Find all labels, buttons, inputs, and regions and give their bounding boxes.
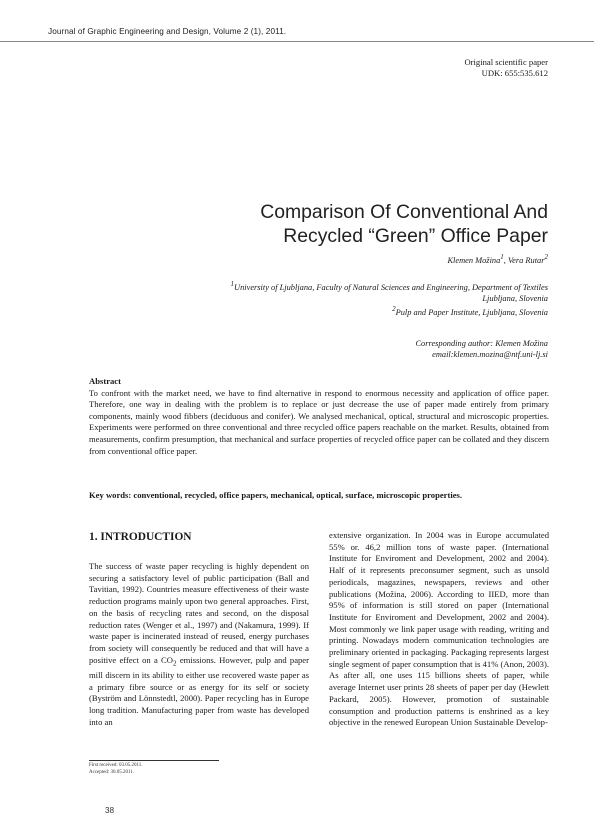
corresponding-author-email: email:klemen.mozina@ntf.uni-lj.si [432, 350, 548, 360]
abstract-text: To confront with the market need, we have to find alternative in respond to enormous necessity and application of office paper. Therefore, one way in dealing with the problem is to replace or just decrease the use of paper made entirely from primary components, mainly wood fibbers (deciduous and conifer). We analysed mechanical, optical, structural and microscopic properties. Experiments were performed on three conventional and three recycled office papers reachable on the market. Results, obtained from measurements, confirm presumption, that mechanical and surface properties of recycled office paper can be collated and they discern from conventional office paper. [89, 387, 549, 456]
body-column-right [329, 530, 549, 729]
received-dates [89, 760, 219, 776]
intro-text-part-1: The success of waste paper recycling is highly dependent on securing a satisfactory level of public participation (Ball and Tavitian, 1992). Countries measure effectiveness of their waste reduction programs mainly upon two general approaches. First, on the basis of recycling rates and second, on the disposal reduction rates (Wenger et al., 1997) and (Nakamura, 1999). If waste paper is incinerated instead of reused, energy purchases from society will consequently be reduced and that will have a positive effect on a CO [89, 561, 309, 665]
intro-text-part-2: emissions. However, pulp and paper mill discern in its ability to either use recovered waste paper as a primary fibre source or as energy for its self or society (Byström and Lönnstedtl, 2000). Paper recycling has in Europe long tradition. Manufacturing paper from waste has developed into an [89, 654, 309, 727]
introduction-paragraph-right: extensive organization. In 2004 was in Europe accumulated 55% or. 46,2 million tons of waste paper. (International Institute for Enviroment and Development, 2002 and 2004). Half of it represents preconsumer segment, such as unsold periodicals, magazines, newspapers, reviews and other publications (Možina, 2006). According to IIED, more than 95% of information is still stored on paper (International Institute for Enviroment and Development, 2002 and 2004). Most commonly we link paper usage with reading, writing and printing. Nowadays modern communication technologies are preliminary oriented in packaging. Packaging represents largest single segment of paper consumption that is 41% (Anon, 2003). As after all, one uses 115 billions sheets of paper, while average Internet user prints 28 sheets of paper per day (Hewlett Packard, 2005). However, promotion of sustainable consumption and production patterns is enshrined as a key objective in the renewed European Union Sustainable Develop- [329, 530, 549, 728]
corresponding-author-name: Corresponding author: Klemen Možina [415, 339, 548, 348]
accepted-date: Accepted: 30.05.2011. [89, 769, 135, 775]
author-1-affiliation-mark: 1 [500, 253, 504, 261]
affiliation-1 [231, 279, 548, 293]
title-line-1: Comparison Of Conventional And [260, 201, 548, 223]
abstract-heading: Abstract [89, 376, 121, 386]
abstract-section [89, 376, 549, 457]
author-2-affiliation-mark: 2 [544, 253, 548, 261]
introduction-paragraph-left [89, 561, 309, 729]
paper-meta [464, 57, 548, 79]
body-column-left [89, 530, 309, 729]
first-received-date: First received: 03.05.2011. [89, 763, 143, 768]
section-heading-introduction: 1. INTRODUCTION [89, 531, 192, 543]
author-1: Klemen Možina [447, 255, 501, 265]
affiliation-2 [231, 304, 548, 318]
page-number: 38 [105, 806, 115, 815]
paper-type: Original scientific paper [464, 57, 548, 67]
udk-code: UDK: 655:535.612 [481, 68, 548, 78]
header-rule [0, 41, 594, 42]
title-line-2: Recycled “Green” Office Paper [283, 225, 548, 247]
affiliations [231, 279, 548, 318]
author-separator: , [503, 255, 508, 265]
author-2: Vera Rutar [507, 255, 545, 265]
co2-subscript: 2 [173, 659, 177, 668]
journal-header: Journal of Graphic Engineering and Design, Volume 2 (1), 2011. [48, 27, 287, 36]
author-list [447, 253, 548, 265]
paper-title [260, 200, 548, 248]
keywords: Key words: conventional, recycled, office papers, mechanical, optical, surface, microscopic properties. [89, 490, 463, 500]
affiliation-1-line-2: Ljubljana, Slovenia [482, 294, 548, 304]
affiliation-2-line-1: Pulp and Paper Institute, Ljubljana, Slovenia [395, 308, 548, 318]
affiliation-2-mark: 2 [392, 305, 396, 314]
affiliation-1-line-1: University of Ljubljana, Faculty of Natural Sciences and Engineering, Department of Textiles [234, 282, 548, 292]
affiliation-1-mark: 1 [230, 280, 235, 288]
corresponding-author [415, 338, 548, 361]
